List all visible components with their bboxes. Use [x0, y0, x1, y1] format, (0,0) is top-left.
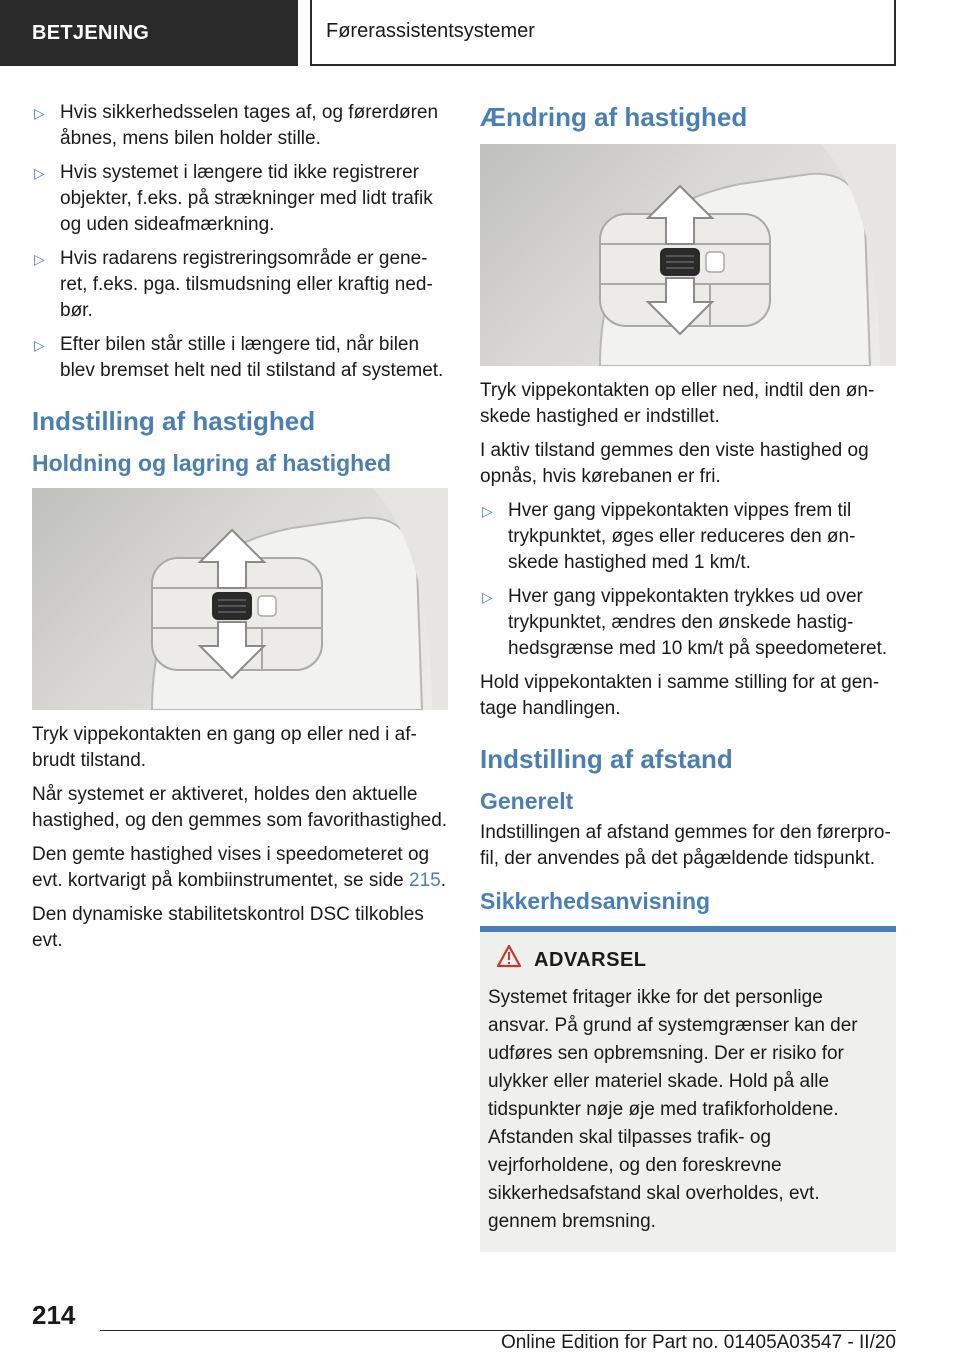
list-item: ▷ Hver gang vippekontakten vippes frem til trykpunktet, øges eller reduceres den ønskede hastighed med 1 km/t.	[482, 500, 856, 573]
warning-text: Systemet fritager ikke for det personlige ansvar. På grund af systemgrænser kan der udføres sen opbremsning. Der er risiko for ulykker eller materiel skade. Hold på alle tidspunkter nøje øje med trafikforholdene. Afstanden skal tilpasses trafik- og vejrforholdene, og den foreskrevne sikkerhedsafstand skal overholdes, evt. gennem bremsning.	[488, 987, 858, 1232]
section-heading: Indstilling af hastighed	[32, 406, 316, 436]
bullet-triangle-icon: ▷	[34, 337, 45, 353]
paragraph: Indstillingen af afstand gemmes for den førerprofil, der anvendes på det pågældende tidspunkt.	[480, 822, 891, 869]
condition-list	[32, 100, 448, 384]
rocker-behavior-list	[480, 498, 896, 662]
warning-triangle-icon	[496, 944, 522, 976]
subsection-heading: Sikkerhedsanvisning	[480, 888, 711, 914]
steering-wheel-rocker-switch-image	[480, 144, 896, 366]
section-heading: Indstilling af afstand	[480, 744, 733, 774]
list-item: ▷ Hvis systemet i længere tid ikke registrerer objekter, f.eks. på strækninger med lidt trafik og uden sideafmærkning.	[34, 162, 433, 235]
list-item: ▷ Hvis radarens registreringsområde er generet, f.eks. pga. tilsmudsning eller kraftig nedbør.	[34, 248, 433, 321]
paragraph: I aktiv tilstand gemmes den viste hastighed og opnås, hvis kørebanen er fri.	[480, 440, 869, 487]
list-item: ▷ Hvis sikkerhedsselen tages af, og førerdøren åbnes, mens bilen holder stille.	[34, 102, 439, 149]
right-column	[480, 100, 896, 1252]
list-item: ▷ Hver gang vippekontakten trykkes ud over trykpunktet, ændres den ønskede hastighedsgrænse med 10 km/t på speedometeret.	[482, 586, 888, 659]
left-column	[32, 100, 448, 962]
paragraph: Tryk vippekontakten op eller ned, indtil den ønskede hastighed er indstillet.	[480, 380, 875, 427]
paragraph: Tryk vippekontakten en gang op eller ned i afbrudt tilstand.	[32, 724, 417, 771]
paragraph: Når systemet er aktiveret, holdes den aktuelle hastighed, og den gemmes som favorithastighed.	[32, 784, 448, 831]
steering-wheel-rocker-switch-image	[32, 488, 448, 710]
warning-title: ADVARSEL	[534, 949, 647, 971]
page-reference-link[interactable]: 215	[409, 870, 441, 891]
bullet-triangle-icon: ▷	[482, 589, 493, 605]
footer-divider	[100, 1330, 896, 1331]
paragraph: Den dynamiske stabilitetskontrol DSC tilkobles evt.	[32, 904, 424, 951]
subsection-heading: Generelt	[480, 788, 574, 814]
bullet-triangle-icon: ▷	[34, 251, 45, 267]
subsection-heading: Holdning og lagring af hastighed	[32, 450, 392, 476]
warning-header	[488, 944, 888, 976]
paragraph: Den gemte hastighed vises i speedometeret og evt. kortvarigt på kombiinstrumentet, se side 215.	[32, 844, 446, 891]
warning-box	[480, 926, 896, 1252]
chapter-label: Førerassistentsystemer	[310, 0, 896, 66]
bullet-triangle-icon: ▷	[34, 105, 45, 121]
bullet-triangle-icon: ▷	[482, 503, 493, 519]
section-heading: Ændring af hastighed	[480, 102, 748, 132]
list-item: ▷ Efter bilen står stille i længere tid, når bilen blev bremset helt ned til stilstand af systemet.	[34, 334, 444, 381]
page-header	[0, 0, 960, 66]
section-label: BETJENING	[0, 0, 298, 66]
paragraph: Hold vippekontakten i samme stilling for at gentage handlingen.	[480, 672, 880, 719]
bullet-triangle-icon: ▷	[34, 165, 45, 181]
page-number: 214	[32, 1300, 76, 1330]
edition-note: Online Edition for Part no. 01405A03547 - II/20	[500, 1332, 896, 1353]
